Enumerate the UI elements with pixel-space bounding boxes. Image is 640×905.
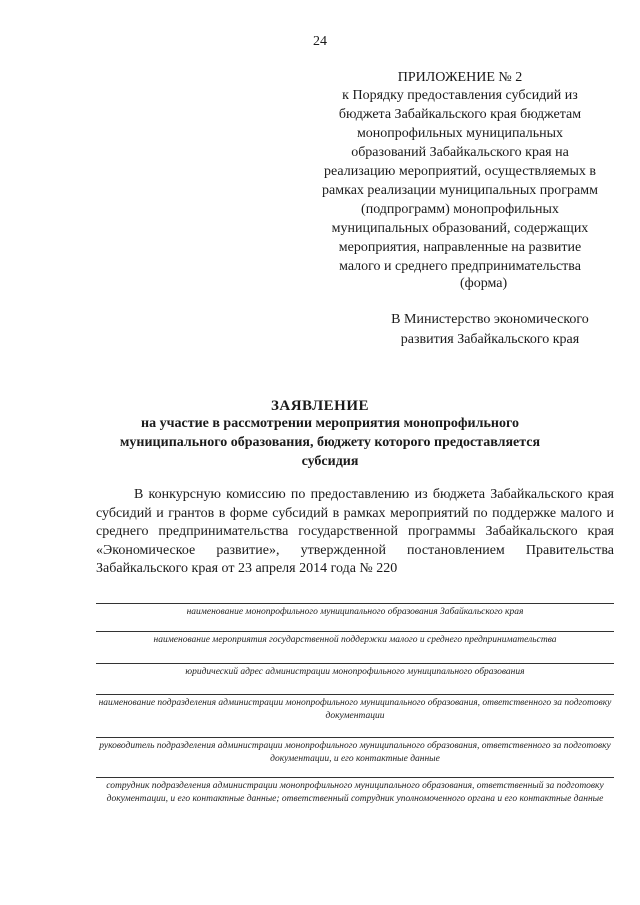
field-line: [96, 737, 614, 738]
document-title: ЗАЯВЛЕНИЕ: [270, 398, 370, 414]
form-field-department-head[interactable]: [96, 737, 614, 766]
document-subtitle: на участие в рассмотрении мероприятия монопрофильного муниципального образования, бюджету которого предоставляется субсидия: [119, 416, 541, 469]
field-line: [96, 603, 614, 604]
appendix-line: к Порядку предоставления субсидий из: [342, 88, 578, 103]
form-field-municipality-name[interactable]: [96, 603, 614, 619]
form-label: (форма): [460, 276, 508, 291]
form-field-support-measure[interactable]: [96, 631, 614, 647]
form-field-legal-address[interactable]: [96, 663, 614, 679]
appendix-line: рамках реализации муниципальных программ: [322, 183, 598, 198]
form-field-responsible-employee[interactable]: [96, 777, 614, 806]
appendix-title: ПРИЛОЖЕНИЕ № 2: [397, 70, 523, 85]
addressee: [360, 310, 620, 350]
field-caption: наименование монопрофильного муниципального образования Забайкальского края: [186, 607, 524, 617]
addressee-line: В Министерство экономического: [391, 312, 589, 327]
appendix-line: образований Забайкальского края на: [351, 145, 569, 160]
field-caption: юридический адрес администрации монопрофильного муниципального образования: [185, 667, 525, 677]
appendix-line: монопрофильных муниципальных: [356, 126, 564, 141]
document-body: В конкурсную комиссию по предоставлению из бюджета Забайкальского края субсидий и грантов в форме субсидий в рамках мероприятий по поддержке малого и среднего предпринимательства государственной программы Забайкальского края «Экономическое развитие», утвержденной постановлением Правительства Забайкальского края от 23 апреля 2014 года № 220: [96, 487, 614, 576]
field-line: [96, 777, 614, 778]
field-caption: наименование мероприятия государственной поддержки малого и среднего предпринимательства: [153, 635, 557, 645]
appendix-line: реализацию мероприятий, осуществляемых в: [324, 164, 596, 179]
addressee-line: развития Забайкальского края: [400, 332, 580, 347]
appendix-line: малого и среднего предпринимательства: [339, 259, 581, 274]
appendix-line: мероприятия, направленные на развитие: [338, 240, 582, 255]
form-field-responsible-department[interactable]: [96, 694, 614, 723]
field-line: [96, 631, 614, 632]
field-line: [96, 663, 614, 664]
page-number: 24: [313, 34, 327, 49]
appendix-line: (подпрограмм) монопрофильных: [361, 202, 559, 217]
field-caption: наименование подразделения администрации монопрофильного муниципального образования, ответственного за подготовку документации: [98, 698, 612, 721]
field-line: [96, 694, 614, 695]
appendix-line: бюджета Забайкальского края бюджетам: [338, 107, 582, 122]
appendix-description: [300, 86, 620, 276]
field-caption: руководитель подразделения администрации монопрофильного муниципального образования, ответственного за подготовку документации, и его контактные данные: [99, 741, 611, 764]
appendix-line: муниципальных образований, содержащих: [331, 221, 589, 236]
field-caption: сотрудник подразделения администрации монопрофильного муниципального образования, ответственный за подготовку документации, и его контактные данные; ответственный сотрудник уполномоченного органа и его контактные данные: [106, 781, 604, 804]
